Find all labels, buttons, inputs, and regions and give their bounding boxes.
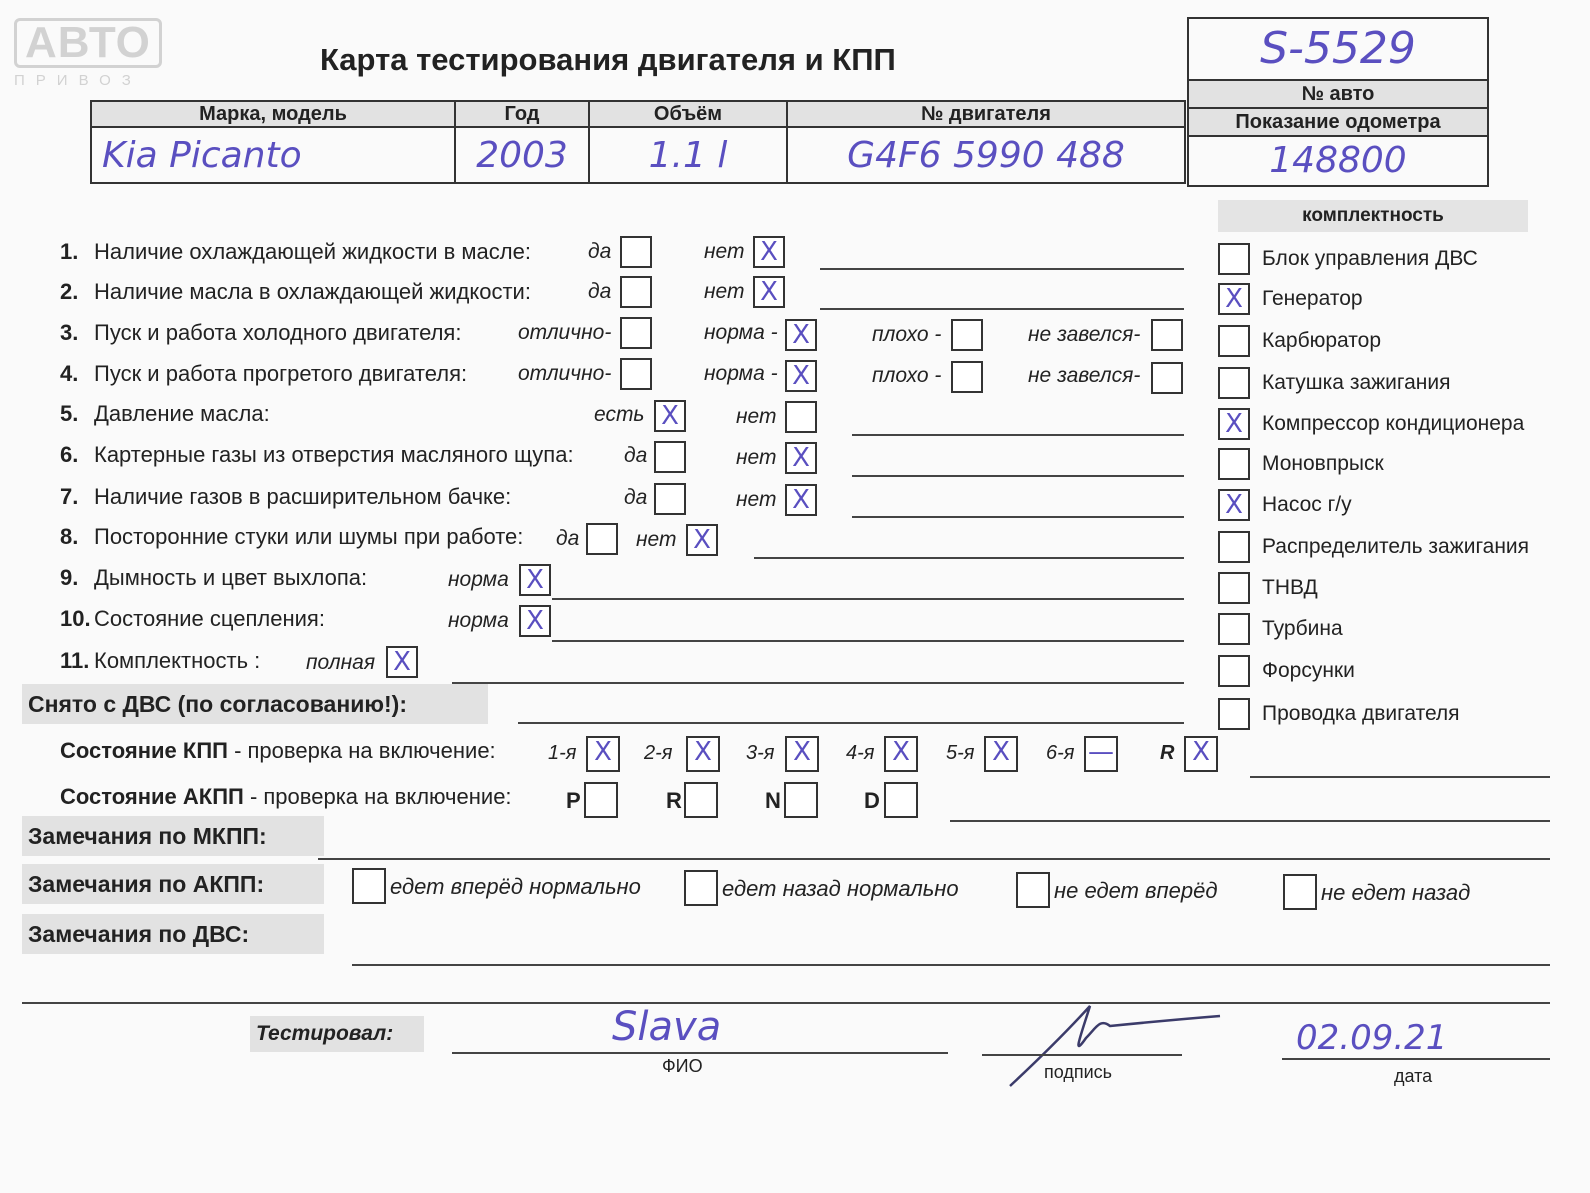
question-text: Посторонние стуки или шумы при работе:: [94, 524, 524, 549]
completeness-label: Моновпрыск: [1262, 452, 1384, 475]
question-number: 10.: [60, 606, 91, 631]
akpp-remark-checkbox[interactable]: [684, 870, 718, 906]
completeness-label: Компрессор кондиционера: [1262, 412, 1525, 435]
completeness-label: Проводка двигателя: [1262, 702, 1460, 725]
akpp-remark-checkbox[interactable]: [1283, 874, 1317, 910]
remarks-dvs-heading: Замечания по ДВС:: [22, 914, 324, 954]
header-label-engine-no: № двигателя: [787, 101, 1185, 127]
remarks-mkpp-line: [318, 858, 1550, 860]
gear-label: 3-я: [746, 742, 775, 764]
akpp-remark-label: не едет вперёд: [1054, 878, 1218, 903]
checkbox[interactable]: [620, 358, 652, 390]
question-number: 1.: [60, 239, 79, 264]
checkbox[interactable]: [1218, 367, 1250, 399]
gear-label: 5-я: [946, 742, 975, 764]
checkbox[interactable]: [620, 317, 652, 349]
question-text: Наличие масла в охлаждающей жидкости:: [94, 279, 531, 304]
answer-line: [452, 682, 1184, 684]
answer-line: [820, 308, 1184, 310]
gear-label: R: [1160, 742, 1175, 764]
completeness-label: Насос г/у: [1262, 493, 1352, 516]
akpp-checkbox[interactable]: [884, 782, 918, 818]
akpp-label-rest: - проверка на включение:: [243, 784, 512, 809]
checkbox[interactable]: [785, 401, 817, 433]
checkbox-checked[interactable]: X: [753, 236, 785, 268]
checkbox[interactable]: [951, 361, 983, 393]
checkbox[interactable]: [1218, 531, 1250, 563]
checkbox-checked[interactable]: X: [519, 564, 551, 596]
question-text: Картерные газы из отверстия масляного щупа:: [94, 442, 574, 467]
date-caption: дата: [1394, 1066, 1433, 1086]
option-label: норма -: [704, 321, 778, 344]
header-value-model: Kia Picanto: [91, 127, 455, 183]
akpp-remark-checkbox[interactable]: [352, 868, 386, 904]
name-caption: ФИО: [662, 1056, 703, 1076]
gear-checkbox-checked[interactable]: X: [984, 736, 1018, 772]
checkbox[interactable]: [1151, 319, 1183, 351]
option-label: нет: [736, 405, 777, 428]
akpp-gear-label: N: [765, 788, 781, 813]
gear-checkbox-checked[interactable]: X: [1184, 736, 1218, 772]
header-label-volume: Объём: [589, 101, 787, 127]
option-label: норма: [448, 609, 509, 632]
checkbox[interactable]: [1218, 572, 1250, 604]
option-label: да: [588, 280, 612, 303]
checkbox-checked[interactable]: X: [386, 646, 418, 678]
auto-number-label: № авто: [1189, 81, 1487, 109]
question-number: 11.: [60, 648, 90, 673]
removed-line: [518, 722, 1184, 724]
remarks-mkpp-heading: Замечания по МКПП:: [22, 816, 324, 856]
option-label: нет: [704, 240, 745, 263]
akpp-remark-label: едет назад нормально: [722, 876, 959, 901]
checkbox-checked[interactable]: X: [519, 605, 551, 637]
completeness-label: Турбина: [1262, 617, 1343, 640]
question-number: 5.: [60, 401, 79, 426]
completeness-label: ТНВД: [1262, 576, 1318, 599]
answer-line: [852, 516, 1184, 518]
question-text: Комплектность :: [94, 648, 261, 673]
checkbox[interactable]: [1151, 362, 1183, 394]
question-number: 8.: [60, 524, 79, 549]
checkbox[interactable]: [951, 319, 983, 351]
signature-caption: подпись: [1044, 1062, 1113, 1082]
akpp-gear-label: R: [666, 788, 682, 813]
option-label: плохо -: [872, 323, 942, 346]
remarks-dvs-line-2: [22, 1002, 1550, 1004]
logo-text: АВТО: [14, 18, 162, 68]
logo: [14, 18, 162, 89]
checkbox-checked[interactable]: X: [785, 484, 817, 516]
question-text: Наличие газов в расширительном бачке:: [94, 484, 512, 509]
completeness-label: Карбюратор: [1262, 329, 1382, 352]
option-label: да: [556, 527, 580, 550]
checkbox[interactable]: [654, 483, 686, 515]
auto-number-block: [1187, 17, 1489, 187]
kpp-line: [1250, 776, 1550, 778]
akpp-checkbox[interactable]: [584, 782, 618, 818]
akpp-label: [60, 784, 512, 810]
option-label: есть: [594, 403, 645, 426]
signature: [1000, 998, 1230, 1090]
question-text: Дымность и цвет выхлопа:: [94, 565, 368, 590]
gear-label: 1-я: [548, 742, 577, 764]
date-line: [1282, 1058, 1550, 1060]
checkbox-checked[interactable]: X: [785, 442, 817, 474]
gear-checkbox-dash[interactable]: —: [1084, 736, 1118, 772]
akpp-gear-label: D: [864, 788, 880, 813]
option-label: да: [624, 486, 648, 509]
question-text: Состояние сцепления:: [94, 606, 325, 631]
completeness-label: Катушка зажигания: [1262, 371, 1451, 394]
option-label: нет: [736, 446, 777, 469]
akpp-remark-checkbox[interactable]: [1016, 872, 1050, 908]
checkbox-checked[interactable]: X: [1218, 283, 1250, 315]
kpp-label: [60, 738, 496, 764]
gear-checkbox-checked[interactable]: X: [586, 736, 620, 772]
header-value-year: 2003: [455, 127, 589, 183]
answer-line: [754, 557, 1184, 559]
question-number: 3.: [60, 320, 79, 345]
odometer-value: 148800: [1269, 140, 1407, 181]
header-label-model: Марка, модель: [91, 101, 455, 127]
name-line: [452, 1052, 948, 1054]
completeness-heading: комплектность: [1218, 200, 1528, 232]
test-date: 02.09.21: [1296, 1018, 1448, 1058]
removed-heading: Снято с ДВС (по согласованию!):: [22, 684, 488, 724]
header-value-volume: 1.1 l: [589, 127, 787, 183]
answer-line: [852, 434, 1184, 436]
option-label: да: [588, 240, 612, 263]
checkbox[interactable]: [1218, 448, 1250, 480]
kpp-label-bold: Состояние КПП: [60, 738, 228, 763]
gear-checkbox-checked[interactable]: X: [884, 736, 918, 772]
option-label: плохо -: [872, 364, 942, 387]
question-text: Пуск и работа прогретого двигателя:: [94, 361, 468, 386]
question-number: 7.: [60, 484, 79, 509]
checkbox[interactable]: [1218, 698, 1250, 730]
completeness-label: Генератор: [1262, 287, 1363, 310]
answer-line: [552, 640, 1184, 642]
logo-subtext: ПРИВОЗ: [14, 72, 142, 89]
question-number: 4.: [60, 361, 79, 386]
signature-line: [982, 1054, 1182, 1056]
checkbox-checked[interactable]: X: [1218, 408, 1250, 440]
gear-checkbox-checked[interactable]: X: [785, 736, 819, 772]
akpp-gear-label: P: [566, 788, 581, 813]
gear-checkbox-checked[interactable]: X: [686, 736, 720, 772]
option-label: отлично-: [518, 362, 612, 385]
option-label: отлично-: [518, 321, 612, 344]
akpp-remark-label: не едет назад: [1321, 880, 1471, 905]
page-title: Карта тестирования двигателя и КПП: [320, 42, 896, 77]
checkbox[interactable]: [1218, 655, 1250, 687]
option-label: нет: [636, 528, 677, 551]
akpp-label-bold: Состояние АКПП: [60, 784, 244, 809]
kpp-label-rest: - проверка на включение:: [227, 738, 496, 763]
checkbox-checked[interactable]: X: [785, 319, 817, 351]
akpp-checkbox[interactable]: [684, 782, 718, 818]
question-number: 9.: [60, 565, 79, 590]
option-label: не завелся-: [1028, 364, 1141, 387]
checkbox-checked[interactable]: X: [654, 400, 686, 432]
checkbox[interactable]: [1218, 325, 1250, 357]
remarks-dvs-line: [352, 964, 1550, 966]
auto-number-value: S-5529: [1189, 19, 1487, 81]
checkbox-checked[interactable]: X: [753, 276, 785, 308]
odometer-label: Показание одометра: [1189, 109, 1487, 137]
gear-label: 2-я: [644, 742, 673, 764]
option-label: полная: [306, 651, 376, 674]
header-label-year: Год: [455, 101, 589, 127]
tester-name: Slava: [612, 1004, 722, 1050]
checkbox-checked[interactable]: X: [686, 524, 718, 556]
answer-line: [820, 268, 1184, 270]
completeness-label: Блок управления ДВС: [1262, 247, 1478, 270]
gear-label: 6-я: [1046, 742, 1075, 764]
checkbox[interactable]: [620, 276, 652, 308]
akpp-checkbox[interactable]: [784, 782, 818, 818]
remarks-akpp-heading: Замечания по АКПП:: [22, 864, 324, 904]
option-label: не завелся-: [1028, 323, 1141, 346]
option-label: да: [624, 444, 648, 467]
header-table: [90, 100, 1186, 184]
answer-line: [852, 475, 1184, 477]
option-label: норма -: [704, 362, 778, 385]
akpp-remark-label: едет вперёд нормально: [390, 874, 641, 899]
question-text: Давление масла:: [94, 401, 270, 426]
checkbox[interactable]: [586, 523, 618, 555]
akpp-line: [950, 820, 1550, 822]
question-text: Наличие охлаждающей жидкости в масле:: [94, 239, 531, 264]
checkbox[interactable]: [1218, 243, 1250, 275]
checkbox[interactable]: [654, 441, 686, 473]
checkbox-checked[interactable]: X: [785, 360, 817, 392]
header-value-engine-no: G4F6 5990 488: [787, 127, 1185, 183]
question-number: 6.: [60, 442, 79, 467]
question-number: 2.: [60, 279, 79, 304]
option-label: норма: [448, 568, 509, 591]
answer-line: [552, 598, 1184, 600]
signature-stroke: [1010, 1006, 1220, 1086]
gear-label: 4-я: [846, 742, 875, 764]
checkbox[interactable]: [620, 236, 652, 268]
tested-label: Тестировал:: [250, 1016, 424, 1052]
completeness-label: Распределитель зажигания: [1262, 535, 1530, 558]
checkbox[interactable]: [1218, 613, 1250, 645]
completeness-label: Форсунки: [1262, 659, 1355, 682]
question-text: Пуск и работа холодного двигателя:: [94, 320, 462, 345]
option-label: нет: [704, 280, 745, 303]
checkbox-checked[interactable]: X: [1218, 489, 1250, 521]
option-label: нет: [736, 488, 777, 511]
